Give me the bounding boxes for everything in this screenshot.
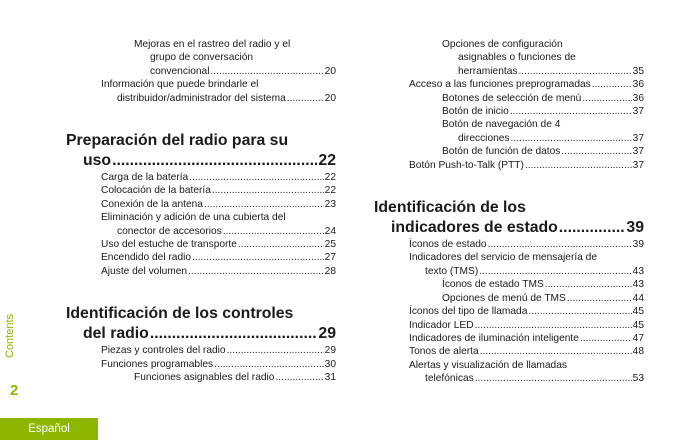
toc-entry[interactable] [66,344,336,357]
toc-entry[interactable] [66,251,336,264]
toc-entry[interactable] [374,345,644,358]
toc-entry[interactable] [66,371,336,384]
toc-entry[interactable] [374,105,644,118]
toc-entry-title: Funciones asignables del radio [134,372,275,384]
toc-page-number: 37 [632,146,644,158]
dot-leader [561,145,631,158]
toc-entry-title: del radio [83,325,149,343]
toc-entry[interactable] [374,319,644,332]
toc-entry-title: convencional [150,65,210,77]
toc-entry-title: Eliminación y adición de una cubierta del [101,212,286,224]
dot-leader [528,305,631,318]
toc-page-number: 24 [324,225,336,237]
toc-entry-title: Íconos del tipo de llamada [409,306,528,318]
dot-leader [582,92,631,105]
toc-page-number: 29 [318,325,336,343]
toc-right-column [374,38,644,386]
dot-leader [510,105,632,118]
toc-entry-title: Identificación de los controles [66,305,294,323]
toc-page-number: 44 [632,292,644,304]
toc-heading[interactable] [66,304,336,344]
dot-leader [479,265,631,278]
toc-page-number: 39 [632,239,644,251]
toc-entry-title: Colocación de la batería [101,185,211,197]
toc-entry[interactable] [374,78,644,91]
toc-page-number: 53 [632,373,644,385]
toc-page-number: 36 [632,92,644,104]
toc-entry[interactable] [66,211,336,238]
dot-leader [480,345,632,358]
toc-entry[interactable] [374,332,644,345]
toc-entry[interactable] [374,292,644,305]
dot-leader [212,184,324,197]
dot-leader [192,251,324,264]
section-label: Contents [4,313,16,359]
toc-entry-title: conector de accesorios [117,225,222,237]
dot-leader [511,132,632,145]
language-tab: Español [0,418,98,440]
dot-leader [559,218,626,238]
toc-page-number: 37 [632,159,644,171]
toc-heading[interactable] [66,131,336,171]
toc-entry[interactable] [374,38,644,78]
toc-entry-title: Alertas y visualización de llamadas [409,359,567,371]
toc-page-number: 37 [632,106,644,118]
dot-leader [475,319,632,332]
toc-entry-title: Indicador LED [409,319,474,331]
toc-page-number: 23 [324,198,336,210]
toc-page-number: 45 [632,306,644,318]
toc-entry-title: Íconos de estado [409,239,487,251]
dot-leader [223,225,324,238]
toc-entry-title: Indicadores del servicio de mensajería de [409,252,598,264]
dot-leader [275,371,323,384]
toc-entry-title: Íconos de estado TMS [442,279,544,291]
toc-page-number: 22 [324,172,336,184]
toc-left-column [66,38,336,385]
dot-leader [518,65,631,78]
dot-leader [189,171,323,184]
toc-page-number: 22 [324,185,336,197]
toc-entry-title: Ajuste del volumen [101,265,188,277]
dot-leader [188,265,324,278]
toc-page-number: 29 [324,345,336,357]
toc-entry-title: Piezas y controles del radio [101,345,226,357]
toc-entry[interactable] [66,171,336,184]
toc-entry-title: Botones de selección de menú [442,92,582,104]
toc-page-number: 47 [632,332,644,344]
toc-entry[interactable] [66,198,336,211]
toc-page-number: 36 [632,79,644,91]
toc-entry[interactable] [374,118,644,145]
toc-entry-title: Identificación de los [374,199,526,217]
toc-entry-title: Botón Push-to-Talk (PTT) [409,159,524,171]
toc-entry[interactable] [374,251,644,278]
dot-leader [112,151,317,171]
page-number: 2 [10,382,19,399]
toc-entry-title: asignables o funciones de [458,52,576,64]
toc-page-number: 45 [632,319,644,331]
toc-entry-title: Funciones programables [101,358,214,370]
toc-entry-title: Acceso a las funciones preprogramadas [409,79,591,91]
toc-entry-title: direcciones [458,132,510,144]
toc-page-number: 20 [324,65,336,77]
toc-entry[interactable] [66,78,336,105]
toc-entry[interactable] [374,305,644,318]
toc-page-number: 35 [632,65,644,77]
dot-leader [592,78,632,91]
toc-entry[interactable] [374,238,644,251]
toc-entry[interactable] [374,278,644,291]
toc-entry[interactable] [66,184,336,197]
toc-entry-title: Información que puede brindarle el [101,79,259,91]
toc-entry[interactable] [66,358,336,371]
toc-entry-title: distribuidor/administrador del sistema [117,92,286,104]
toc-entry-title: Encendido del radio [101,252,192,264]
toc-page-number: 43 [632,265,644,277]
toc-entry-title: Uso del estuche de transporte [101,239,237,251]
dot-leader [287,92,324,105]
toc-page-number: 48 [632,346,644,358]
dot-leader [580,332,632,345]
toc-heading[interactable] [374,198,644,238]
toc-entry-title: Opciones de menú de TMS [442,292,566,304]
toc-entry-title: indicadores de estado [391,219,558,237]
toc-page-number: 43 [632,279,644,291]
toc-page-number: 27 [324,252,336,264]
toc-entry[interactable] [374,359,644,386]
toc-entry-title: Carga de la batería [101,172,189,184]
toc-entry-title: Opciones de configuración [442,39,563,50]
dot-leader [214,358,324,371]
toc-entry-title: herramientas [458,65,518,77]
toc-entry-title: grupo de conversación [150,52,254,64]
toc-entry-title: Botón de navegación de 4 [442,119,561,131]
toc-entry-title: Tonos de alerta [409,346,479,358]
toc-page-number: 20 [324,92,336,104]
dot-leader [150,324,318,344]
dot-leader [227,344,324,357]
toc-entry-title: Conexión de la antena [101,198,203,210]
dot-leader [204,198,324,211]
toc-page-number: 25 [324,239,336,251]
toc-entry[interactable] [374,92,644,105]
dot-leader [488,238,632,251]
toc-page-number: 39 [626,219,644,237]
toc-page-number: 31 [324,372,336,384]
toc-entry-title: Botón de inicio [442,106,509,118]
toc-entry-title: Botón de función de datos [442,146,561,158]
toc-page-number: 28 [324,265,336,277]
toc-page-number: 22 [318,152,336,170]
toc-entry-title: Indicadores de iluminación inteligente [409,332,579,344]
toc-entry-title: Mejoras en el rastreo del radio y el [134,39,291,50]
toc-entry[interactable] [66,38,336,78]
toc-page-number: 37 [632,132,644,144]
toc-entry[interactable] [374,159,644,172]
dot-leader [238,238,324,251]
toc-entry-title: Preparación del radio para su [66,132,289,150]
dot-leader [525,159,632,172]
toc-entry[interactable] [374,145,644,158]
dot-leader [567,292,632,305]
toc-entry-title: uso [83,152,112,170]
toc-entry-title: telefónicas [425,373,474,385]
toc-entry-title: texto (TMS) [425,265,479,277]
dot-leader [210,65,323,78]
dot-leader [545,278,632,291]
dot-leader [475,372,632,385]
toc-entry[interactable] [66,265,336,278]
toc-page-number: 30 [324,358,336,370]
toc-entry[interactable] [66,238,336,251]
